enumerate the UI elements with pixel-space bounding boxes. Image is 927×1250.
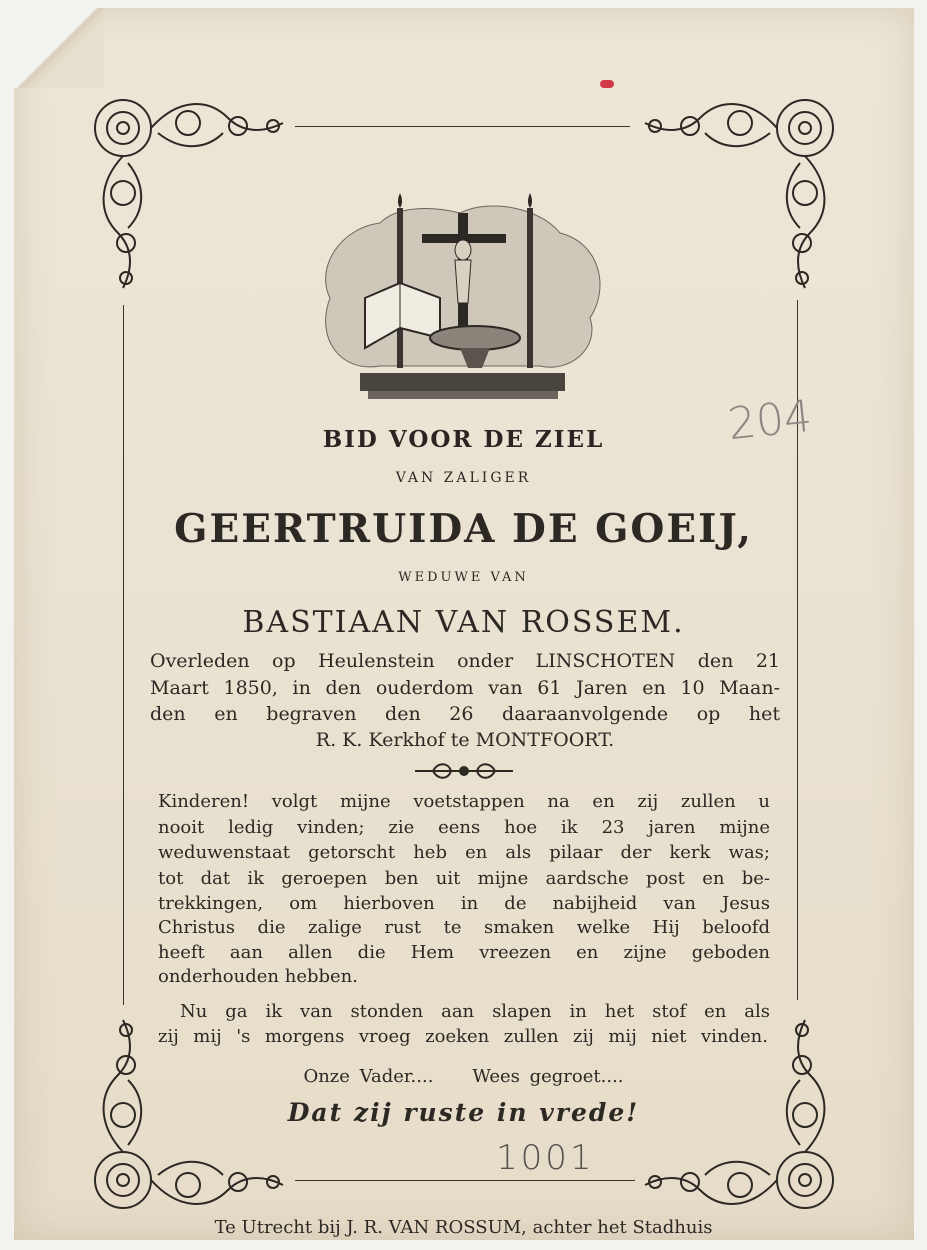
closing-blessing: Dat zij ruste in vrede! bbox=[287, 1098, 640, 1127]
verse-line: weduwenstaat getorscht heb en als pilaar der kerk was; bbox=[158, 842, 770, 863]
frame-left-line bbox=[123, 305, 124, 1005]
folded-corner bbox=[14, 8, 104, 88]
corner-flourish-top-right bbox=[625, 88, 840, 303]
verse-line: nooit ledig vinden; zie eens hoe ik 23 jaren mijne bbox=[158, 817, 770, 838]
verse-line: onderhouden hebben. bbox=[158, 966, 358, 987]
prayer-names: Onze Vader.... Wees gegroet.... bbox=[303, 1066, 624, 1087]
bio-line: R. K. Kerkhof te MONTFOORT. bbox=[315, 729, 615, 751]
spouse-name: BASTIAAN VAN ROSSEM. bbox=[242, 605, 685, 640]
scroll-ornament bbox=[413, 760, 515, 782]
printer-imprint: Te Utrecht bij J. R. VAN ROSSUM, achter het Stadhuis bbox=[214, 1217, 713, 1238]
bio-line: Overleden op Heulenstein onder LINSCHOTEN den 21 bbox=[150, 650, 780, 672]
deceased-name: GEERTRUIDA DE GOEIJ, bbox=[174, 506, 753, 552]
verse-line: Christus die zalige rust te smaken welke Hij beloofd bbox=[158, 917, 770, 938]
prayer-heading: BID VOOR DE ZIEL bbox=[322, 426, 605, 453]
bio-line: Maart 1850, in den ouderdom van 61 Jaren en 10 Maan- bbox=[150, 677, 780, 699]
verse-line: trekkingen, om hierboven in de nabijheid van Jesus bbox=[158, 893, 770, 914]
pencil-number-bottom: 1001 bbox=[496, 1138, 595, 1178]
verse-line: Nu ga ik van stonden aan slapen in het stof en als bbox=[180, 1001, 770, 1022]
corner-flourish-top-left bbox=[88, 88, 303, 303]
frame-bottom-line bbox=[295, 1180, 635, 1181]
crucifix-with-candles-illustration bbox=[310, 188, 610, 413]
verse-line: zij mij 's morgens vroeg zoeken zullen zij mij niet vinden. bbox=[158, 1026, 768, 1047]
bio-line: den en begraven den 26 daaraanvolgende op het bbox=[150, 703, 780, 725]
pencil-number-top: 204 bbox=[725, 390, 815, 451]
verse-line: heeft aan allen die Hem vreezen en zijne geboden bbox=[158, 942, 770, 963]
red-ink-mark bbox=[600, 80, 614, 88]
verse-line: Kinderen! volgt mijne voetstappen na en zij zullen u bbox=[158, 791, 770, 812]
relation-label: WEDUWE VAN bbox=[398, 570, 529, 585]
subheading: VAN ZALIGER bbox=[395, 470, 532, 486]
frame-top-line bbox=[295, 126, 630, 127]
verse-line: tot dat ik geroepen ben uit mijne aardsche post en be- bbox=[158, 868, 770, 889]
